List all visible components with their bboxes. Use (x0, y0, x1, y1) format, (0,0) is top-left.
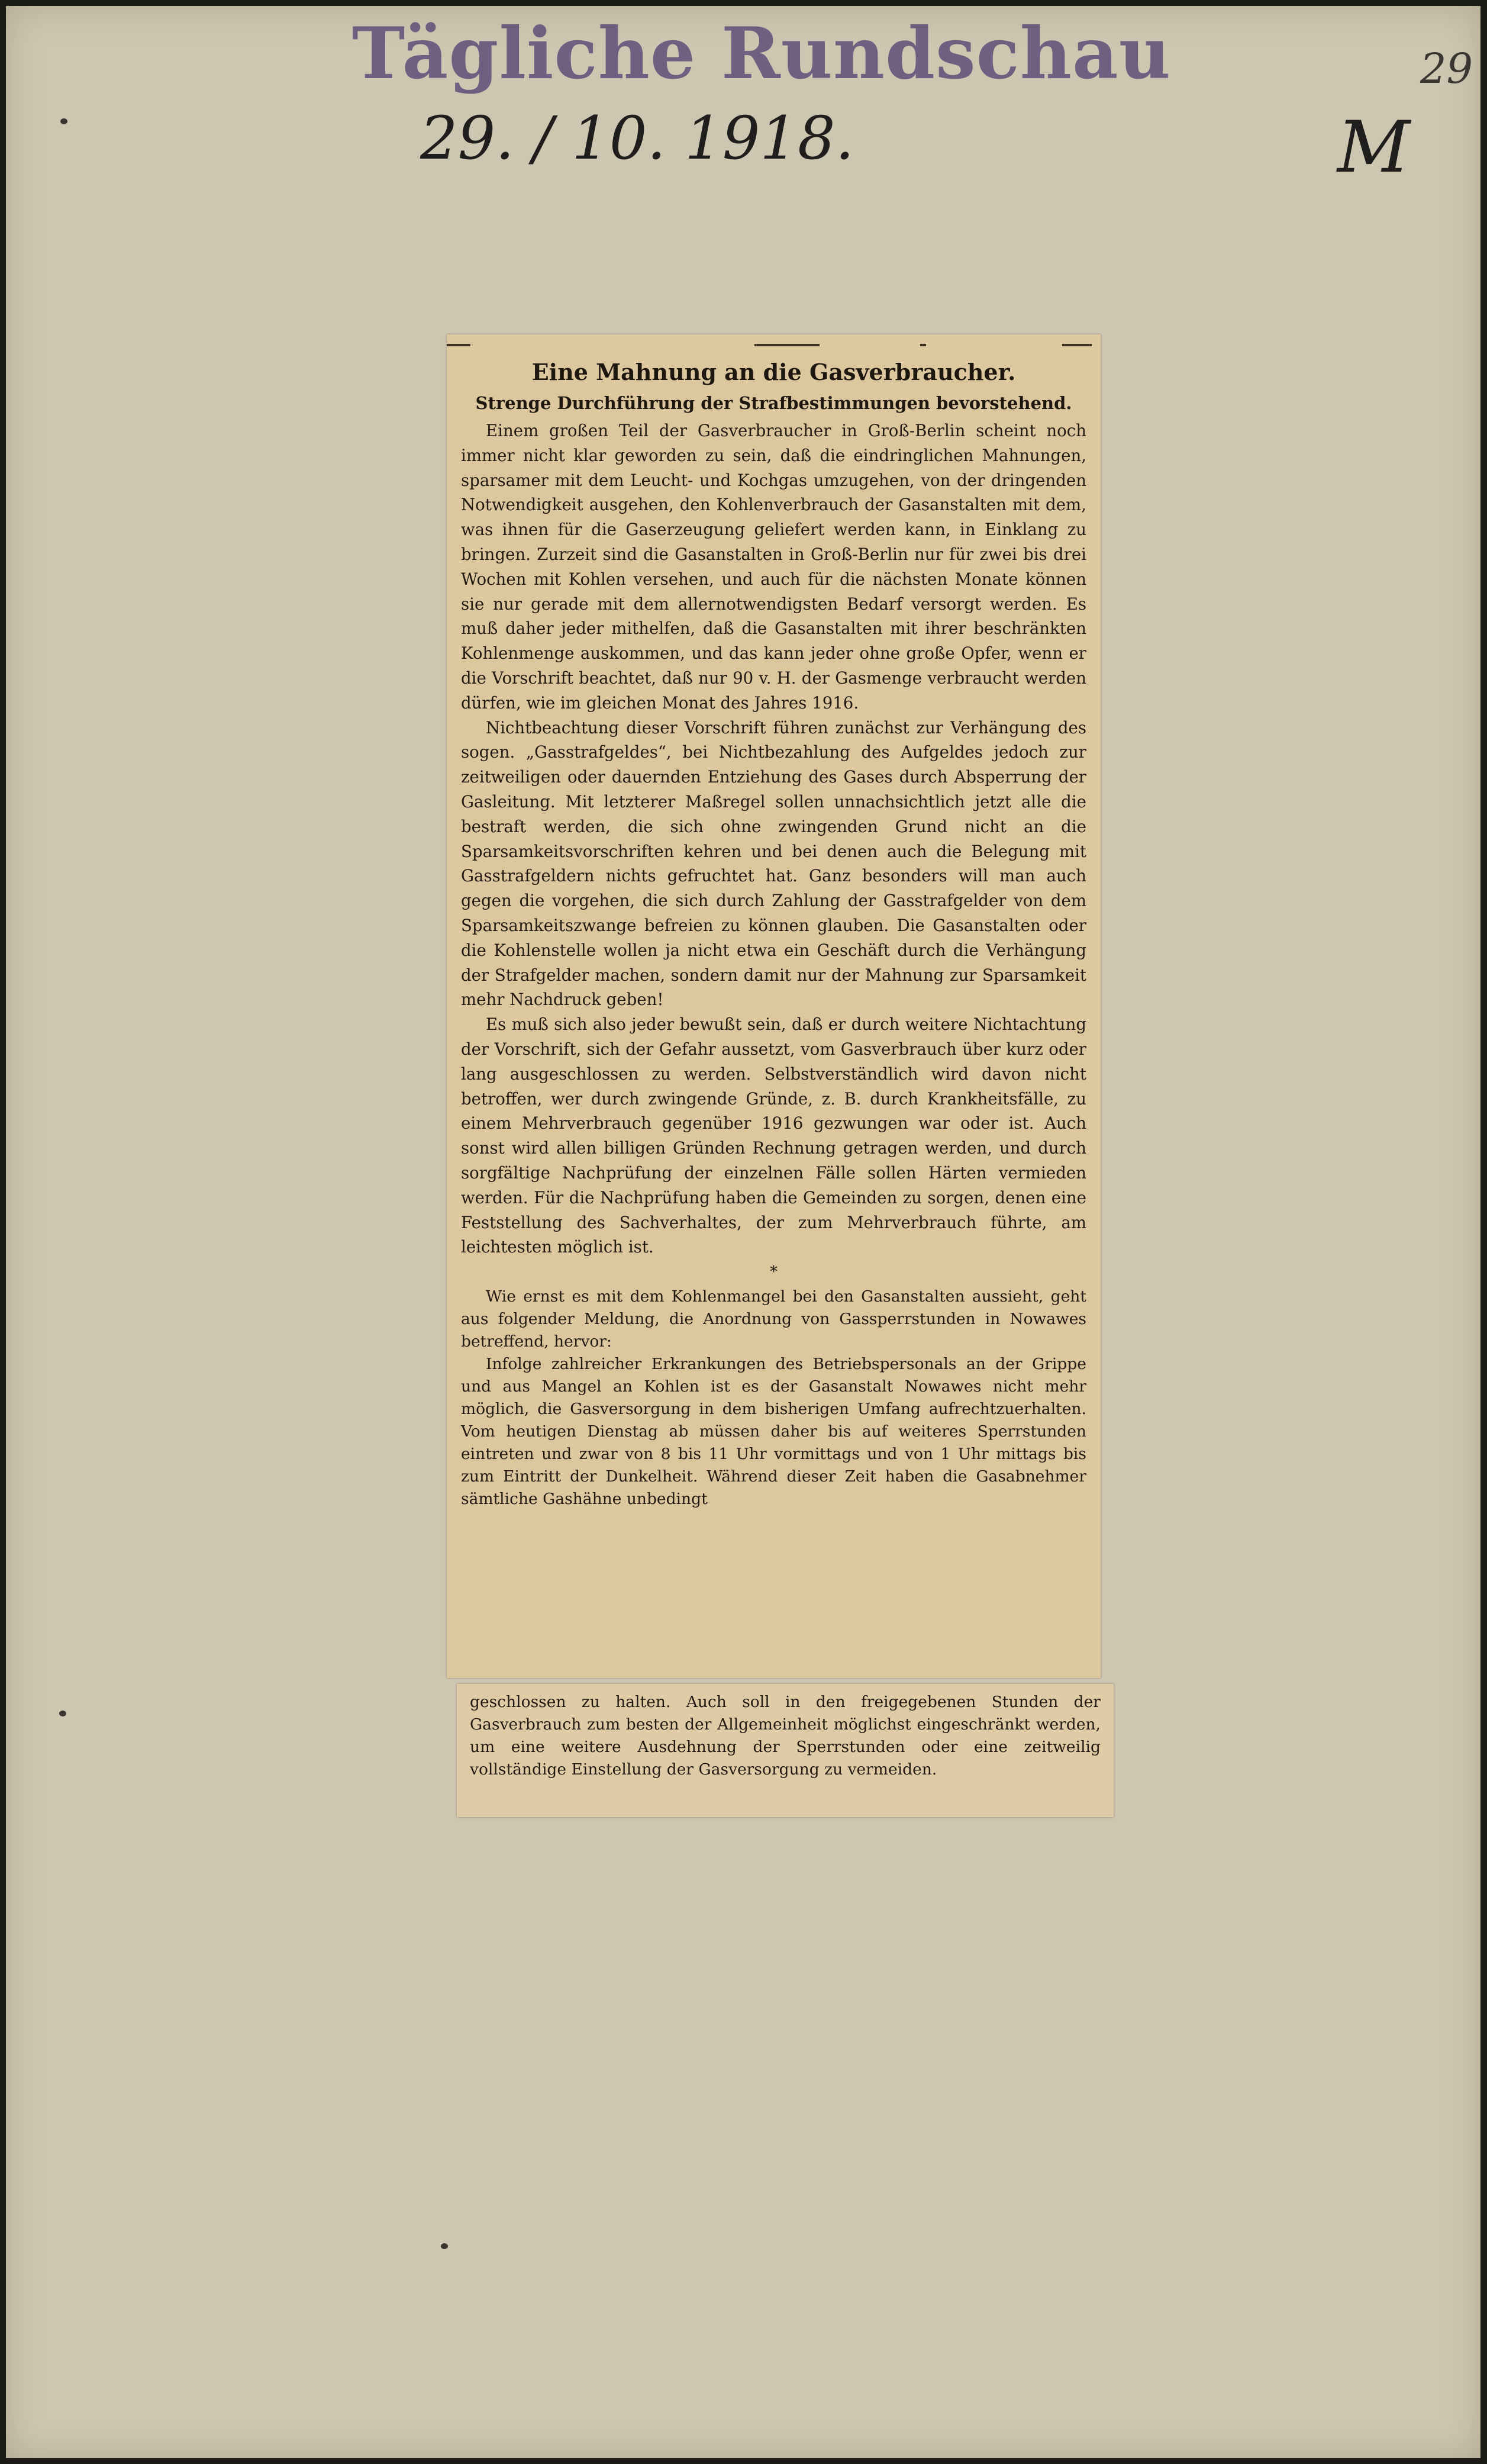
newspaper-clipping-main (447, 334, 1101, 1678)
article-paragraph-4: Wie ernst es mit dem Kohlenmangel bei den Gasanstalten aussieht, geht aus folgender Meldung, die Anordnung von Gassperrstunden in Nowawes betreffend, hervor: (461, 1287, 1086, 1351)
paper-speck (441, 2243, 448, 2249)
article-continuation: geschlossen zu halten. Auch soll in den freigegebenen Stunden der Gasverbrauch zum besten der Allgemeinheit möglichst eingeschränkt werden, um eine weitere Ausdehnung der Sperrstunden oder eine zeitweilig vollständige Einstellung der Gasversorgung zu vermeiden. (470, 1693, 1101, 1779)
article-headline: Eine Mahnung an die Gasverbraucher. (531, 359, 1016, 385)
paper-speck (59, 1711, 66, 1716)
page-number: 29 (1420, 44, 1473, 93)
article-paragraph-2: Nichtbeachtung dieser Vorschrift führen zunächst zur Verhängung des sogen. „Gasstrafgeldes“, bei Nichtbezahlung des Aufgeldes jedoch zur zeitweiligen oder dauernden Entziehung des Gases durch Absperrung der Gasleitung. Mit letzterer Maßregel sollen unnachsichtlich jetzt alle die bestraft werden, die sich ohne zwingenden Grund nicht an die Sparsamkeitsvorschriften kehren und bei denen auch die Belegung mit Gasstrafgeldern nichts gefruchtet hat. Ganz besonders will man auch gegen die vorgehen, die sich durch Zahlung der Gasstrafgelder von dem Sparsamkeitszwange befreien zu können glauben. Die Gasanstalten oder die Kohlenstelle wollen ja nicht etwa ein Geschäft durch die Verhängung der Strafgelder machen, sondern damit nur der Mahnung zur Sparsamkeit mehr Nachdruck geben! (461, 717, 1086, 1010)
top-rule-marks (447, 344, 1101, 347)
handwritten-mark: M (1337, 107, 1410, 189)
handwritten-date: 29. / 10. 1918. (420, 104, 854, 173)
paper-speck (60, 118, 67, 124)
article-separator: * (770, 1263, 778, 1281)
archive-sheet (6, 6, 1480, 2458)
newspaper-clipping-continuation (457, 1684, 1114, 1817)
article-paragraph-5: Infolge zahlreicher Erkrankungen des Betriebspersonals an der Grippe und aus Mangel an Kohlen ist es der Gasanstalt Nowawes nicht mehr möglich, die Gasversorgung in dem bisherigen Umfang aufrechtzuerhalten. Vom heutigen Dienstag ab müssen daher bis auf weiteres Sperrstunden eintreten und zwar von 8 bis 11 Uhr vormittags und von 1 Uhr mittags bis zum Eintritt der Dunkelheit. Während dieser Zeit haben die Gasabnehmer sämtliche Gashähne unbedingt (461, 1355, 1086, 1509)
article-paragraph-3: Es muß sich also jeder bewußt sein, daß er durch weitere Nichtachtung der Vorschrift, sich der Gefahr aussetzt, vom Gasverbrauch über kurz oder lang ausgeschlossen zu werden. Selbstverständlich wird davon nicht betroffen, wer durch zwingende Gründe, z. B. durch Krankheitsfälle, zu einem Mehrverbrauch gegenüber 1916 gezwungen war oder ist. Auch sonst wird allen billigen Gründen Rechnung getragen werden, und durch sorgfältige Nachprüfung der einzelnen Fälle sollen Härten vermieden werden. Für die Nachprüfung haben die Gemeinden zu sorgen, denen eine Feststellung des Sachverhaltes, der zum Mehrverbrauch führte, am leichtesten möglich ist. (461, 1014, 1086, 1257)
article-paragraph-1: Einem großen Teil der Gasverbraucher in Groß-Berlin scheint noch immer nicht klar geworden zu sein, daß die eindringlichen Mahnungen, sparsamer mit dem Leucht- und Kochgas umzugehen, von der dringenden Notwendigkeit ausgehen, den Kohlenverbrauch der Gasanstalten mit dem, was ihnen für die Gaserzeugung geliefert werden kann, in Einklang zu bringen. Zurzeit sind die Gasanstalten in Groß-Berlin nur für zwei bis drei Wochen mit Kohlen versehen, und auch für die nächsten Monate können sie nur gerade mit dem allernotwendigsten Bedarf versorgt werden. Es muß daher jeder mithelfen, daß die Gasanstalten mit ihrer beschränkten Kohlenmenge auskommen, und das kann jeder ohne große Opfer, wenn er die Vorschrift beachtet, daß nur 90 v. H. der Gasmenge verbraucht werden dürfen, wie im gleichen Monat des Jahres 1916. (461, 421, 1086, 713)
article-subheadline: Strenge Durchführung der Strafbestimmungen bevorstehend. (475, 393, 1072, 413)
newspaper-stamp: Tägliche Rundschau (352, 12, 1171, 95)
